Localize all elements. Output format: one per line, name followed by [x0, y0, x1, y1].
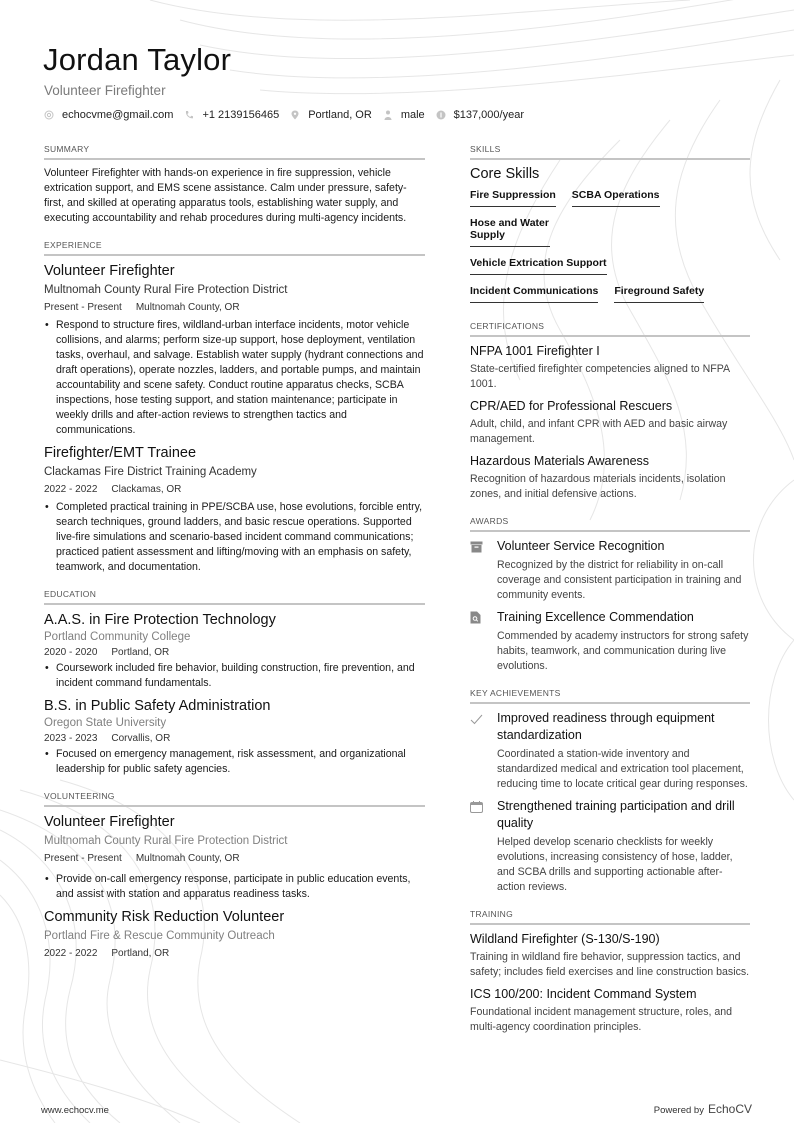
achievement-name: Strengthened training participation and drill quality: [497, 799, 735, 830]
footer-website-link[interactable]: www.echocv.me: [41, 1105, 109, 1116]
section-title: CERTIFICATIONS: [470, 321, 750, 337]
contact-phone[interactable]: [184, 109, 279, 121]
bullet-item: • Focused on emergency management, risk assessment, and organizational leadership for public safety agencies.: [44, 747, 425, 777]
person-icon: [383, 110, 393, 120]
education-section: [44, 589, 425, 777]
contact-gender: [383, 109, 425, 121]
volunteer-org: Multnomah County Rural Fire Protection District: [44, 835, 288, 847]
company-name: Multnomah County Rural Fire Protection District: [44, 284, 288, 296]
education-bullets: [44, 747, 425, 777]
contact-email[interactable]: [44, 109, 173, 121]
education-dates: 2023 - 2023: [44, 733, 98, 744]
job-bullets: [44, 318, 425, 438]
phone-icon: [184, 110, 194, 120]
gender-value: male: [400, 109, 425, 121]
certification-name: CPR/AED for Professional Rescuers: [470, 399, 673, 413]
award-name: Training Excellence Commendation: [497, 610, 694, 624]
section-title: AWARDS: [470, 516, 750, 532]
salary-value: $137,000/year: [453, 109, 524, 121]
job-dates: Present - Present: [44, 302, 122, 313]
right-column: [470, 144, 750, 1049]
bullet-item: • Respond to structure fires, wildland-urban interface incidents, motor vehicle collisions, and alarms; perform size-up support, hose deployment, ventilation tasks, overhaul, and salvage. Establish water supply (hydrant connections and draft operations), operate nozzles, ladders, and portable pumps, and maintain accountability and scene safety. Conduct routine apparatus checks, SCBA inspections, hose testing support, and station maintenance; participate in weekly drills and after-action reviews to strengthen tactics and communications.: [44, 318, 425, 438]
checkmark-icon: [470, 710, 497, 792]
certification-name: NFPA 1001 Firefighter I: [470, 344, 600, 358]
section-title: EDUCATION: [44, 589, 425, 605]
education-meta: [44, 646, 425, 660]
training-item: [470, 931, 750, 980]
section-title: KEY ACHIEVEMENTS: [470, 688, 750, 704]
award-item: [470, 609, 750, 674]
volunteering-entry: [44, 908, 425, 961]
achievement-item: [470, 798, 750, 895]
location-value: Portland, OR: [308, 109, 372, 121]
skill-chip: Fireground Safety: [614, 281, 704, 303]
archive-box-icon: [470, 538, 497, 603]
training-name: ICS 100/200: Incident Command System: [470, 987, 697, 1001]
section-title: SKILLS: [470, 144, 750, 160]
summary-section: [44, 144, 425, 226]
skill-chip: Hose and Water Supply: [470, 213, 550, 247]
certification-desc: Adult, child, and infant CPR with AED and basic airway management.: [470, 418, 728, 445]
contact-salary: [436, 109, 524, 121]
training-section: [470, 909, 750, 1035]
experience-entry: [44, 444, 425, 575]
job-bullets: [44, 500, 425, 575]
document-search-icon: [470, 609, 497, 674]
experience-entry: [44, 262, 425, 438]
education-dates: 2020 - 2020: [44, 647, 98, 658]
section-title: EXPERIENCE: [44, 240, 425, 256]
award-desc: Recognized by the district for reliability in on-call coverage and consistent participation in training and community events.: [497, 559, 742, 601]
job-dates: 2022 - 2022: [44, 484, 98, 495]
skill-chip: Vehicle Extrication Support: [470, 253, 607, 275]
training-desc: Training in wildland fire behavior, suppression tactics, and safety; includes field exercises and line construction basics.: [470, 951, 750, 978]
section-title: VOLUNTEERING: [44, 791, 425, 807]
phone-value: +1 2139156465: [202, 109, 280, 121]
section-title: SUMMARY: [44, 144, 425, 160]
certification-item: [470, 453, 750, 502]
salary-icon: [436, 110, 446, 120]
experience-section: [44, 240, 425, 575]
award-name: Volunteer Service Recognition: [497, 539, 665, 553]
degree-title: B.S. in Public Safety Administration: [44, 698, 271, 714]
education-location: Portland, OR: [111, 647, 170, 658]
volunteer-title: Community Risk Reduction Volunteer: [44, 909, 285, 925]
education-entry: [44, 697, 425, 777]
certification-desc: State-certified firefighter competencies aligned to NFPA 1001.: [470, 363, 730, 390]
bullet-item: • Coursework included fire behavior, building construction, fire prevention, and incident command fundamentals.: [44, 661, 425, 691]
skill-chips: [470, 185, 750, 309]
achievement-desc: Helped develop scenario checklists for weekly evolutions, increasing consistency of hose, ladder, and SCBA drills and supporting actionable after-action reviews.: [497, 836, 733, 893]
school-name: Oregon State University: [44, 717, 167, 729]
candidate-name: Jordan Taylor: [43, 42, 232, 77]
brand-logo[interactable]: EchoCV: [707, 1102, 752, 1116]
volunteer-meta: [44, 947, 425, 961]
candidate-role: Volunteer Firefighter: [44, 83, 166, 98]
certifications-section: [470, 321, 750, 502]
skills-section: [470, 144, 750, 309]
training-name: Wildland Firefighter (S-130/S-190): [470, 932, 660, 946]
education-location: Corvallis, OR: [111, 733, 171, 744]
achievement-desc: Coordinated a station-wide inventory and standardized medical and extrication tool placement, reducing time to locate critical gear during responses.: [497, 748, 748, 790]
contact-location: [290, 109, 372, 121]
school-name: Portland Community College: [44, 631, 191, 643]
certification-desc: Recognition of hazardous materials incidents, isolation zones, and initial defensive actions.: [470, 473, 726, 500]
job-meta: [44, 483, 425, 497]
volunteer-location: Multnomah County, OR: [135, 853, 240, 864]
achievement-item: [470, 710, 750, 792]
degree-title: A.A.S. in Fire Protection Technology: [44, 612, 276, 628]
job-meta: [44, 301, 425, 315]
calendar-icon: [470, 798, 497, 895]
skill-chip: Fire Suppression: [470, 185, 556, 207]
job-title: Volunteer Firefighter: [44, 263, 175, 279]
volunteering-section: [44, 791, 425, 961]
bullet-item: • Completed practical training in PPE/SCBA use, hose evolutions, forcible entry, search techniques, ground ladders, and basic rescue operations. Supported live-fire simulations and scenario-based incident command communications; practiced patient assessment and lifting/moving with an emphasis on safety, teamwork, and documentation.: [44, 500, 425, 575]
skill-chip: SCBA Operations: [572, 185, 660, 207]
volunteer-org: Portland Fire & Rescue Community Outreach: [44, 930, 275, 942]
volunteer-dates: Present - Present: [44, 853, 122, 864]
achievements-section: [470, 688, 750, 895]
volunteer-dates: 2022 - 2022: [44, 948, 98, 959]
company-name: Clackamas Fire District Training Academy: [44, 466, 257, 478]
volunteer-meta: [44, 852, 425, 866]
location-pin-icon: [290, 110, 300, 120]
achievement-name: Improved readiness through equipment standardization: [497, 711, 715, 742]
job-title: Firefighter/EMT Trainee: [44, 445, 197, 461]
bullet-item: • Provide on-call emergency response, participate in public education events, and assist with station and apparatus readiness tasks.: [44, 872, 425, 902]
volunteer-bullets: [44, 872, 425, 902]
email-value: echocvme@gmail.com: [62, 109, 174, 121]
education-bullets: [44, 661, 425, 691]
volunteering-entry: [44, 813, 425, 902]
left-column: [44, 144, 425, 975]
education-entry: [44, 611, 425, 691]
skill-group-title: Core Skills: [470, 166, 540, 182]
certification-item: [470, 343, 750, 392]
job-location: Multnomah County, OR: [135, 302, 240, 313]
contact-bar: [44, 109, 535, 121]
job-location: Clackamas, OR: [111, 484, 182, 495]
powered-by-label: Powered by: [653, 1105, 704, 1116]
awards-section: [470, 516, 750, 674]
training-desc: Foundational incident management structure, roles, and multi-agency coordination principles.: [470, 1006, 733, 1033]
award-desc: Commended by academy instructors for strong safety habits, teamwork, and communication during live evolutions.: [497, 630, 749, 672]
at-icon: [44, 110, 54, 120]
skill-chip: Incident Communications: [470, 281, 598, 303]
section-title: TRAINING: [470, 909, 750, 925]
summary-text: Volunteer Firefighter with hands-on experience in fire suppression, vehicle extrication support, and EMS scene assistance. Calm under pressure, safety-first, and skilled at operating apparatus tools, establishing water supply, and executing accountability and rehab procedures during multi-agency incidents.: [44, 167, 407, 224]
volunteer-location: Portland, OR: [111, 948, 170, 959]
training-item: [470, 986, 750, 1035]
certification-item: [470, 398, 750, 447]
certification-name: Hazardous Materials Awareness: [470, 454, 650, 468]
footer-powered-by: [654, 1102, 752, 1116]
volunteer-title: Volunteer Firefighter: [44, 814, 175, 830]
education-meta: [44, 732, 425, 746]
award-item: [470, 538, 750, 603]
